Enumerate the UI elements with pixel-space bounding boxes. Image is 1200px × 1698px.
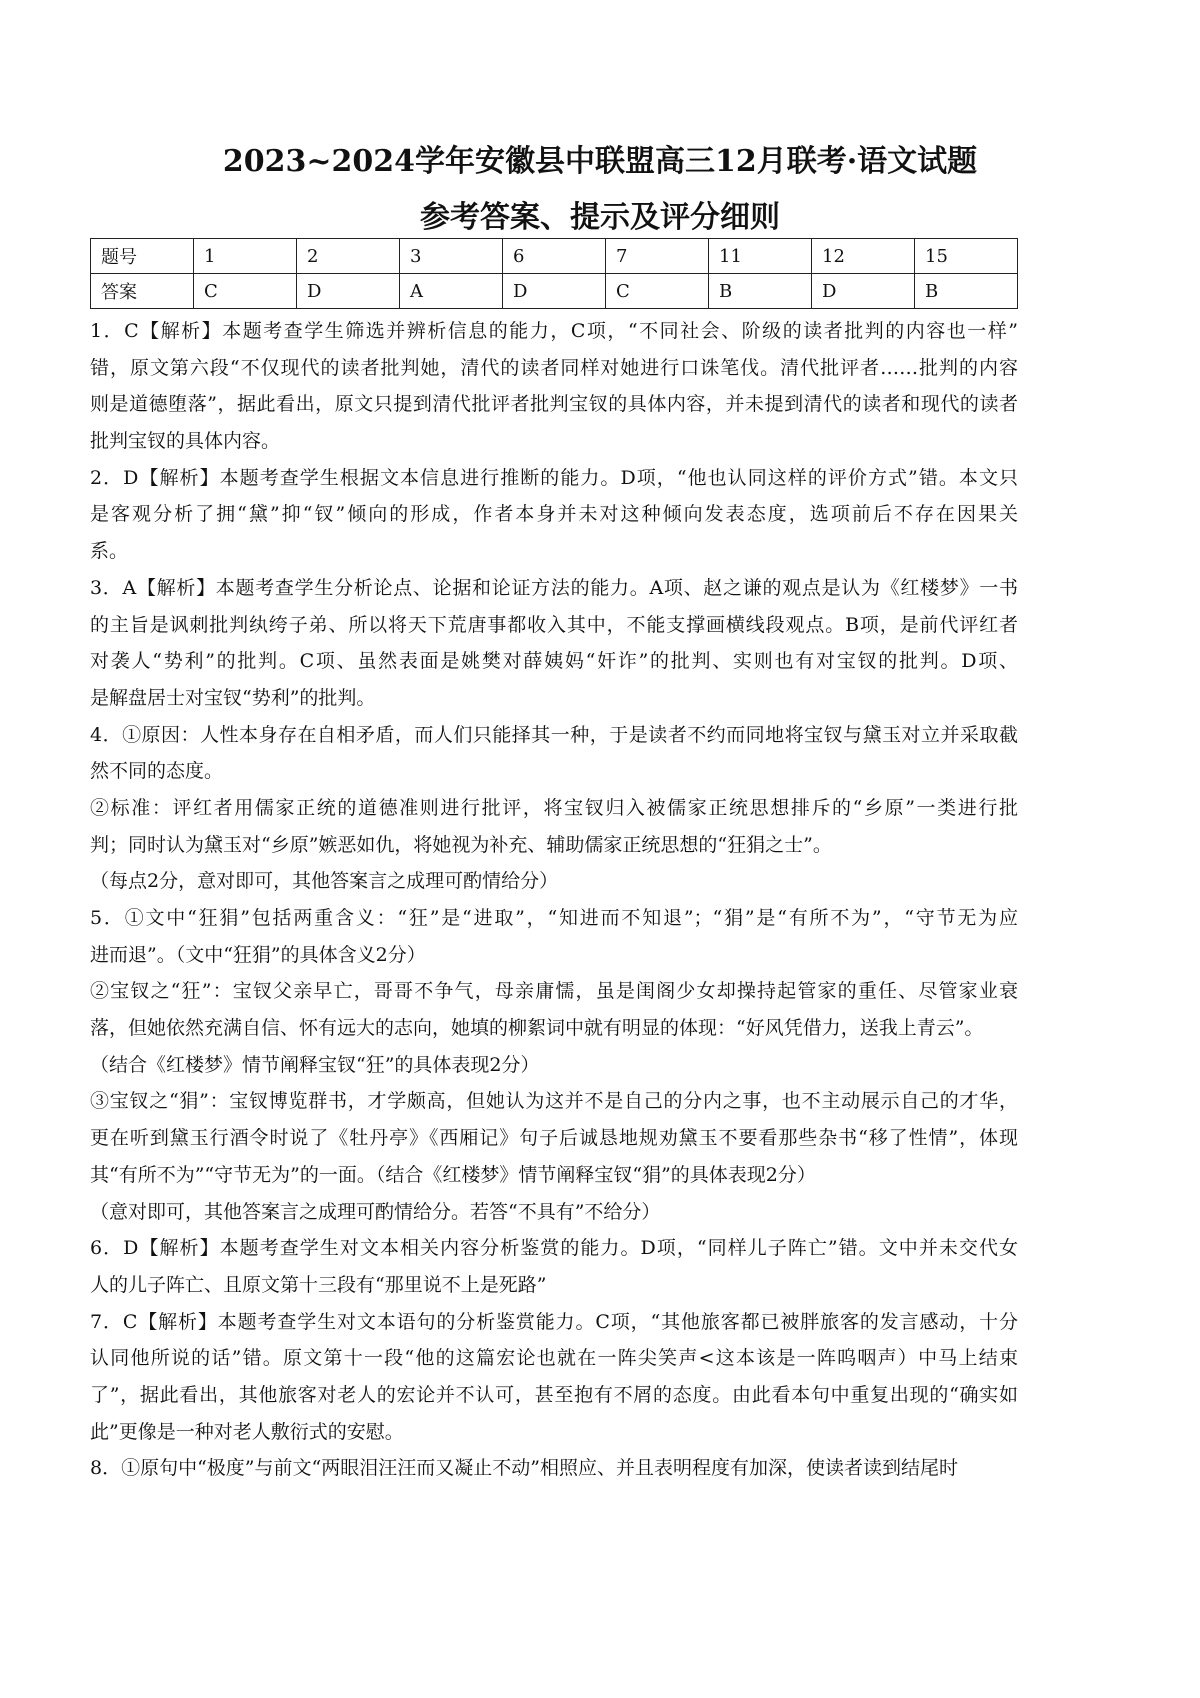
text-line: （结合《红楼梦》情节阐释宝钗“狂”的具体表现2分）: [90, 1053, 540, 1076]
question-number-cell: 11: [709, 239, 812, 274]
text-line: 4．①原因：人性本身存在自相矛盾，而人们只能择其一种，于是读者不约而同地将宝钗与黛玉对立并采取截: [90, 723, 1018, 746]
question-number-row: [91, 239, 1018, 274]
question-number-cell: 2: [297, 239, 400, 274]
question-number-cell: 12: [812, 239, 915, 274]
question-number-cell: 15: [915, 239, 1018, 274]
row-header: 题号: [91, 239, 194, 274]
text-line: 6．D【解析】本题考查学生对文本相关内容分析鉴赏的能力。D项，“同样儿子阵亡”错。文中并未交代女: [90, 1237, 1018, 1260]
text-line: 判；同时认为黛玉对“乡原”嫉恶如仇，将她视为补充、辅助儒家正统思想的“狂狷之士”。: [90, 833, 832, 856]
paragraph: [90, 313, 1018, 460]
paragraph: [90, 460, 1018, 570]
paragraph: [90, 790, 1018, 863]
paragraph: [90, 863, 1018, 900]
text-line: 此”更像是一种对老人敷衍式的安慰。: [90, 1420, 404, 1443]
text-line: 其“有所不为”“守节无为”的一面。（结合《红楼梦》情节阐释宝钗“狷”的具体表现2分）: [90, 1163, 816, 1186]
text-line: ②标准：评红者用儒家正统的道德准则进行批评，将宝钗归入被儒家正统思想排斥的“乡原”一类进行批: [90, 796, 1018, 819]
text-line: 认同他所说的话”错。原文第十一段“他的这篇宏论也就在一阵尖笑声<这本该是一阵呜咽声）中马上结束: [90, 1347, 1018, 1370]
text-line: 是客观分析了拥“黛”抑“钗”倾向的形成，作者本身并未对这种倾向发表态度，选项前后不存在因果关: [90, 503, 1018, 526]
document-title: 2023~2024学年安徽县中联盟高三12月联考·语文试题: [222, 144, 978, 179]
text-line: （意对即可，其他答案言之成理可酌情给分。若答“不具有”不给分）: [90, 1200, 661, 1223]
text-line: 系。: [90, 540, 129, 563]
text-line: 则是道德堕落”，据此看出，原文只提到清代批评者批判宝钗的具体内容，并未提到清代的读者和现代的读者: [90, 393, 1018, 416]
text-line: 2．D【解析】本题考查学生根据文本信息进行推断的能力。D项，“他也认同这样的评价方式”错。本文只: [90, 466, 1018, 489]
text-line: 7．C【解析】本题考查学生对文本语句的分析鉴赏能力。C项，“其他旅客都已被胖旅客的发言感动，十分: [90, 1310, 1018, 1333]
question-number-cell: 7: [606, 239, 709, 274]
paragraph: [90, 1304, 1018, 1451]
text-line: ②宝钗之“狂”：宝钗父亲早亡，哥哥不争气，母亲庸懦，虽是闺阁少女却操持起管家的重任、尽管家业衰: [90, 980, 1018, 1003]
answer-cell: C: [194, 274, 297, 309]
text-line: 人的儿子阵亡、且原文第十三段有“那里说不上是死路”: [90, 1273, 547, 1296]
answer-explanations: [90, 313, 1018, 1487]
text-line: 是解盘居士对宝钗“势利”的批判。: [90, 686, 376, 709]
text-line: 5．①文中“狂狷”包括两重含义：“狂”是“进取”，“知进而不知退”；“狷”是“有所不为”，“守节无为应: [90, 907, 1018, 929]
paragraph: [90, 1047, 1018, 1084]
text-line: 8．①原句中“极度”与前文“两眼泪汪汪而又凝止不动”相照应、并且表明程度有加深，使读者读到结尾时: [90, 1457, 958, 1480]
text-line: 错，原文第六段“不仅现代的读者批判她，清代的读者同样对她进行口诛笔伐。清代批评者……批判的内容: [90, 356, 1018, 379]
text-line: 3．A【解析】本题考查学生分析论点、论据和论证方法的能力。A项、赵之谦的观点是认为《红楼梦》一书: [90, 576, 1018, 599]
answer-cell: D: [297, 274, 400, 309]
paragraph: [90, 973, 1018, 1046]
document-subtitle: 参考答案、提示及评分细则: [420, 200, 780, 235]
question-number-cell: 3: [400, 239, 503, 274]
paragraph: [90, 1083, 1018, 1193]
text-line: 的主旨是讽刺批判纨绔子弟、所以将天下荒唐事都收入其中，不能支撑画横线段观点。B项，是前代评红者: [90, 613, 1018, 636]
answer-table: [90, 238, 1018, 309]
text-line: 落，但她依然充满自信、怀有远大的志向，她填的柳絮词中就有明显的体现：“好风凭借力，送我上青云”。: [90, 1017, 984, 1040]
answer-cell: A: [400, 274, 503, 309]
paragraph: [90, 1230, 1018, 1303]
answer-cell: C: [606, 274, 709, 309]
text-line: 对袭人“势利”的批判。C项、虽然表面是姚樊对薛姨妈“奸诈”的批判、实则也有对宝钗的批判。D项、: [90, 650, 1018, 673]
answer-row: [91, 274, 1018, 309]
paragraph: [90, 570, 1018, 717]
text-line: 更在听到黛玉行酒令时说了《牡丹亭》《西厢记》句子后诚恳地规劝黛玉不要看那些杂书“移了性情”，体现: [90, 1127, 1018, 1150]
paragraph: [90, 900, 1018, 973]
row-header: 答案: [91, 274, 194, 309]
paragraph: [90, 1450, 1018, 1487]
text-line: 然不同的态度。: [90, 760, 224, 783]
answer-cell: D: [503, 274, 606, 309]
text-line: 批判宝钗的具体内容。: [90, 430, 281, 453]
paragraph: [90, 1194, 1018, 1231]
paragraph: [90, 717, 1018, 790]
text-line: 了”，据此看出，其他旅客对老人的宏论并不认可，甚至抱有不屑的态度。由此看本句中重复出现的“确实如: [90, 1383, 1018, 1406]
question-number-cell: 1: [194, 239, 297, 274]
text-line: ③宝钗之“狷”：宝钗博览群书，才学颇高，但她认为这并不是自己的分内之事，也不主动展示自己的才华，: [90, 1090, 1018, 1113]
text-line: （每点2分，意对即可，其他答案言之成理可酌情给分）: [90, 870, 559, 893]
text-line: 1．C【解析】本题考查学生筛选并辨析信息的能力，C项，“不同社会、阶级的读者批判的内容也一样”: [90, 320, 1018, 342]
question-number-cell: 6: [503, 239, 606, 274]
text-line: 进而退”。（文中“狂狷”的具体含义2分）: [90, 943, 426, 966]
answer-cell: B: [915, 274, 1018, 309]
answer-cell: B: [709, 274, 812, 309]
answer-cell: D: [812, 274, 915, 309]
